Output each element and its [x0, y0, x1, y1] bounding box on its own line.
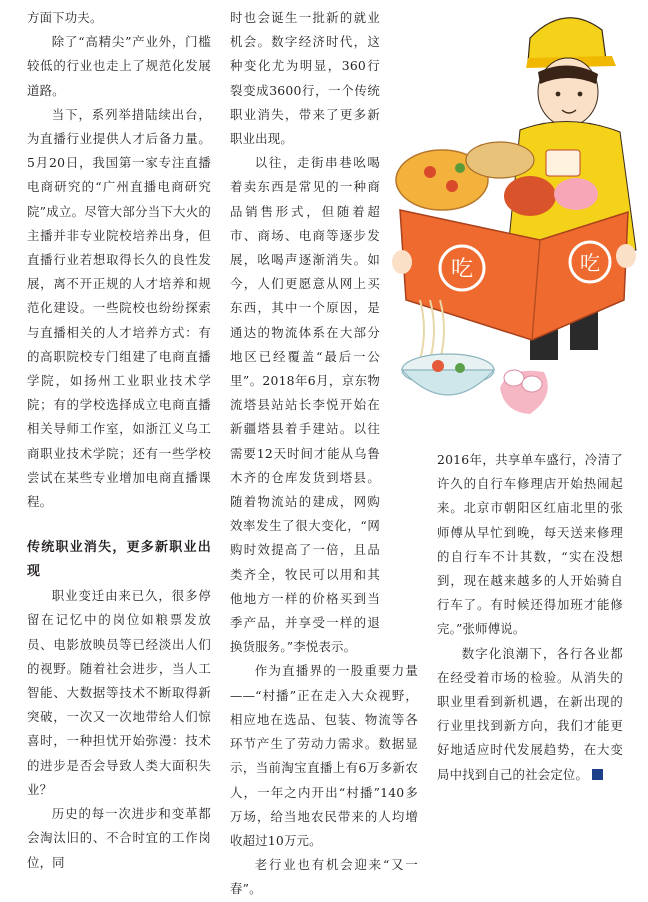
paragraph: 2016年，共享单车盛行，冷清了许久的自行车修理店开始热闹起来。北京市朝阳区红庙北里的张师傅从早忙到晚，每天送来修理的自行车不计其数，“实在没想到，现在越来越多的人开始骑自行车了。有时候还得加班才能修完。”张师傅说。	[437, 452, 623, 637]
paragraph: 作为直播界的一股重要力量——“村播”正在走入大众视野，相应地在选品、包装、物流等各环节产生了劳动力需求。数据显示，当前淘宝直播上有6万多新农人，一年之内开出“村播”140多万场，给当地农民带来的人均增收超过10万元。	[230, 663, 418, 848]
dessert	[554, 178, 598, 210]
pizza-topping	[446, 180, 458, 192]
dumpling	[522, 376, 542, 392]
box-logo-text: 吃	[450, 257, 474, 282]
bread	[466, 142, 534, 178]
section-heading: 传统职业消失，更多新职业出现	[27, 540, 211, 580]
hand	[616, 244, 636, 268]
bowl-food	[455, 363, 465, 373]
shrimp	[504, 176, 556, 216]
eye	[578, 92, 583, 97]
food-box	[546, 150, 580, 176]
pizza-topping	[424, 166, 436, 178]
paragraph: 时也会诞生一批新的就业机会。数字经济时代，这种变化尤为明显，360行裂变成3600行，一个传统职业消失，带来了更多新职业出现。	[230, 10, 380, 147]
cap	[528, 18, 606, 62]
paragraph: 方面下功夫。	[27, 10, 103, 25]
paragraph: 当下，系列举措陆续出台，为直播行业提供人才后备力量。5月20日，我国第一家专注直播电商研究的“广州直播电商研究院”成立。尽管大部分当下大火的主播并非专业院校培养出身，但直播行业若想取得长久的良性发展，离不开正规的人才培养和规范化建设。一些院校也纷纷探索与直播相关的人才培养方式：有的高职院校专门组建了电商直播学院，如扬州工业职业技术学院；有的学校选择成立电商直播相关导师工作室，如浙江义乌工商职业技术学院；还有一些学校尝试在某些专业增加电商直播课程。	[27, 106, 211, 510]
paragraph: 职业变迁由来已久，很多停留在记忆中的岗位如粮票发放员、电影放映员等已经淡出人们的视野。随着社会进步，当人工智能、大数据等技术不断取得新突破，一次又一次地带给人们惊喜时，一种担忧开始弥漫：技术的进步是否会导致人类大面积失业？	[27, 588, 211, 797]
box-logo-text: 吃	[580, 251, 600, 275]
eye	[556, 92, 561, 97]
end-of-article-icon	[592, 769, 603, 780]
pizza-topping	[455, 163, 465, 173]
dumpling	[504, 370, 524, 386]
text-column-3	[437, 448, 623, 787]
delivery-person-illustration	[380, 0, 648, 440]
text-column-1	[27, 6, 211, 875]
bowl-food	[432, 360, 444, 372]
paragraph-text: 数字化浪潮下，各行各业都在经受着市场的检验。从消失的职业里看到新机遇，在新出现的行业里找到新方向，我们才能更好地适应时代发展趋势，在大变局中找到自己的社会定位。	[437, 645, 623, 782]
bowl	[402, 370, 494, 395]
paragraph: 除了“高精尖”产业外，门槛较低的行业也走上了规范化发展道路。	[27, 34, 211, 98]
paragraph: 以往，走街串巷吆喝着卖东西是常见的一种商品销售形式，但随着超市、商场、电商等逐步发展，吆喝声逐渐消失。如今，人们更愿意从网上买东西，其中一个原因，是通达的物流体系在大部分地区已经覆盖“最后一公里”。2018年6月，京东物流塔县站站长李悦开始在新疆塔县着手建站。以往需要12天时间才能从乌鲁木齐的仓库发货到塔县。随着物流站的建成，网购效率发生了很大变化，“网购时效提高了一倍，且品类齐全，牧民可以用和其他地方一样的价格买到当季产品，并享受一样的退换货服务。”李悦表示。	[230, 155, 380, 655]
paragraph: 老行业也有机会迎来“又一春”。	[230, 857, 418, 897]
hand	[392, 250, 412, 274]
paragraph	[437, 642, 623, 787]
paragraph: 历史的每一次进步和变革都会淘汰旧的、不合时宜的工作岗位，同	[27, 806, 211, 870]
